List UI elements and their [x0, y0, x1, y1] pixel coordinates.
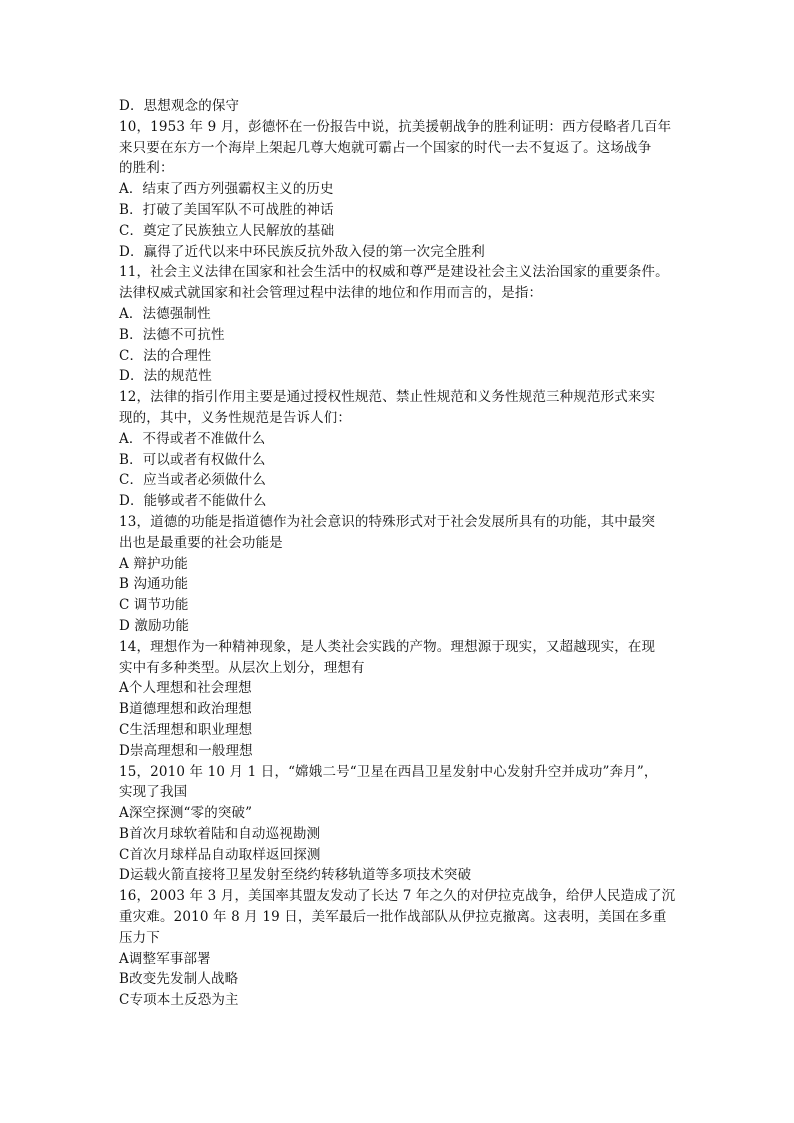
option-b: B．法德不可抗性 — [119, 326, 225, 343]
question-text: 11，社会主义法律在国家和社会生活中的权威和尊严是建设社会主义法治国家的重要条件。 — [119, 264, 669, 281]
option-d: D 激励功能 — [119, 617, 190, 634]
question-14 — [119, 637, 679, 762]
question-text: 实中有多种类型。从层次上划分，理想有 — [119, 659, 365, 676]
option-b: B首次月球软着陆和自动巡视勘测 — [119, 825, 321, 842]
question-text: 出也是最重要的社会功能是 — [119, 534, 283, 551]
question-10 — [119, 117, 679, 263]
question-text: 来只要在东方一个海岸上架起几尊大炮就可霸占一个国家的时代一去不复返了。这场战争 — [119, 139, 652, 156]
option-d: D．能够或者不能做什么 — [119, 493, 267, 510]
question-text: 15，2010 年 10 月 1 日，“嫦娥二号“卫星在西昌卫星发射中心发射升空并成功”奔月”， — [119, 763, 658, 780]
question-text: 13，道德的功能是指道德作为社会意识的特殊形式对于社会发展所具有的功能，其中最突 — [119, 513, 656, 530]
option-c: C．法的合理性 — [119, 347, 212, 364]
option-b: B．可以或者有权做什么 — [119, 451, 266, 468]
option-line: D．思想观念的保守 — [119, 98, 240, 114]
option-c: C生活理想和职业理想 — [119, 721, 253, 738]
option-a: A．法德强制性 — [119, 305, 211, 322]
question-15 — [119, 762, 679, 887]
question-13 — [119, 512, 679, 637]
question-text: 10，1953 年 9 月，彭德怀在一份报告中说，抗美援朝战争的胜利证明：西方侵略者几百年 — [119, 118, 672, 135]
option-b: B改变先发制人战略 — [119, 971, 239, 988]
option-b: B 沟通功能 — [119, 576, 189, 593]
option-a: A调整军事部署 — [119, 950, 211, 967]
option-c: C．应当或者必须做什么 — [119, 472, 266, 489]
question-text: 压力下 — [119, 929, 160, 946]
option-a: A个人理想和社会理想 — [119, 680, 252, 697]
question-text: 14，理想作为一种精神现象，是人类社会实践的产物。理想源于现实，又超越现实，在现 — [119, 638, 656, 655]
question-text: 的胜利： — [119, 160, 174, 177]
option-a: A．结束了西方列强霸权主义的历史 — [119, 181, 334, 198]
question-12 — [119, 387, 679, 512]
option-d: D．法的规范性 — [119, 368, 212, 385]
question-text: 16，2003 年 3 月，美国率其盟友发动了长达 7 年之久的对伊拉克战争，给伊人民造成了沉 — [119, 888, 676, 905]
question-text: 12，法律的指引作用主要是通过授权性规范、禁止性规范和义务性规范三种规范形式来实 — [119, 389, 656, 406]
option-d: D．赢得了近代以来中环民族反抗外敌入侵的第一次完全胜利 — [119, 243, 485, 260]
option-d: D运载火箭直接将卫星发射至绕约转移轨道等多项技术突破 — [119, 867, 472, 884]
option-c: C．奠定了民族独立人民解放的基础 — [119, 222, 335, 239]
question-text: 现的，其中，义务性规范是告诉人们： — [119, 409, 352, 426]
option-c: C首次月球样品自动取样返回探测 — [119, 846, 321, 863]
question-text: 重灾难。2010 年 8 月 19 日，美军最后一批作战部队从伊拉克撤离。这表明，美国在多重 — [119, 909, 667, 926]
option-b: B道德理想和政治理想 — [119, 701, 252, 718]
document-page — [119, 96, 679, 1011]
question-text: 法律权威式就国家和社会管理过程中法律的地位和作用而言的，是指： — [119, 285, 543, 302]
option-a: A深空探测“零的突破” — [119, 805, 253, 822]
option-d: D崇高理想和一般理想 — [119, 742, 253, 759]
question-11 — [119, 262, 679, 387]
option-b: B．打破了美国军队不可战胜的神话 — [119, 201, 334, 218]
option-a: A．不得或者不准做什么 — [119, 430, 266, 447]
option-c: C 调节功能 — [119, 597, 189, 614]
question-16 — [119, 886, 679, 1011]
question-text: 实现了我国 — [119, 784, 188, 801]
option-c: C专项本土反恐为主 — [119, 992, 239, 1009]
option-a: A 辩护功能 — [119, 555, 188, 572]
